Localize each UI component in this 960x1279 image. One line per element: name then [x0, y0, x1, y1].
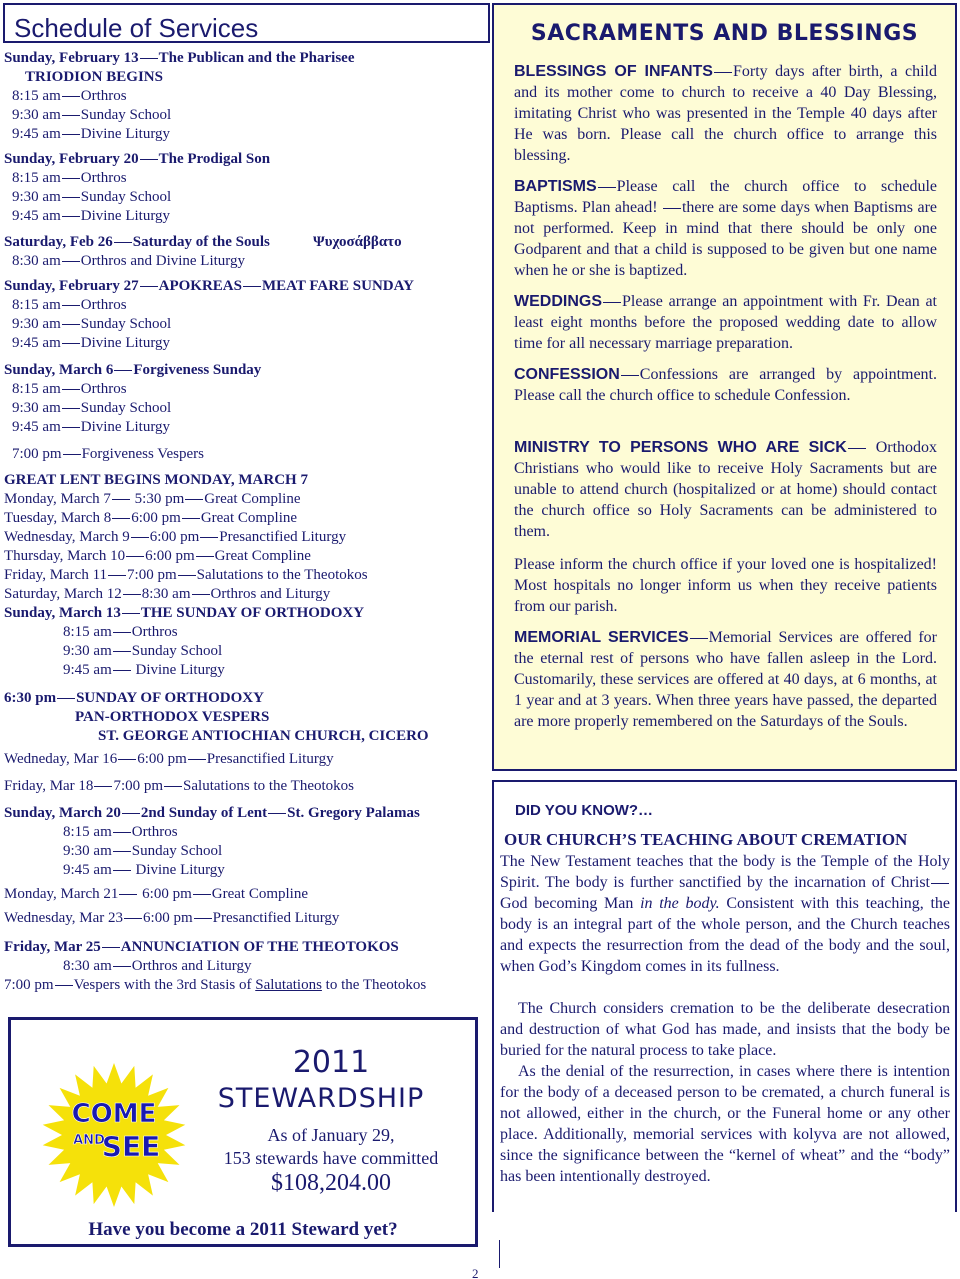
date: Wedneday, Mar 16 [4, 751, 118, 767]
dash [113, 632, 131, 633]
time: 8:15 am [12, 88, 61, 104]
time: 6:00 pm [131, 510, 181, 526]
time: 8:15 am [63, 624, 112, 640]
dash [112, 499, 130, 500]
dash [193, 894, 211, 895]
dash [122, 813, 140, 814]
date: Sunday, February 20 [4, 151, 139, 167]
service: Sunday School [80, 400, 172, 416]
service: Orthros [80, 88, 127, 104]
date: Monday, March 7 [4, 491, 111, 507]
date: Sunday, February 27 [4, 278, 139, 294]
badge-text-1: COME [71, 1099, 157, 1129]
stewardship-title: STEWARDSHIP [217, 1083, 425, 1114]
confession-paragraph [514, 364, 937, 406]
schedule-line [12, 399, 171, 418]
paragraph-italic: in the body. [640, 895, 720, 912]
time: 9:45 am [12, 208, 61, 224]
event: The Publican and the Pharisee [158, 50, 355, 66]
schedule-line: TRIODION BEGINS [25, 69, 163, 85]
sacraments-title: SACRAMENTS AND BLESSINGS [530, 21, 919, 46]
cremation-heading: OUR CHURCH’S TEACHING ABOUT CREMATION [504, 830, 908, 849]
paragraph-text: God becoming Man [500, 895, 641, 912]
service: Presanctified Liturgy [219, 529, 347, 545]
service: Divine Liturgy [135, 662, 225, 678]
dash [62, 389, 80, 390]
service: Forgiveness Vespers [81, 446, 204, 462]
section-text: there are some days when Baptisms are not performed. Keep in mind that there should be only one Godparent and that a child is supposed to be given but one name when he or she is baptized. [514, 199, 938, 279]
section-heading: MEMORIAL SERVICES [514, 629, 689, 646]
schedule-line [4, 528, 346, 547]
dash [62, 96, 80, 97]
service: Divine Liturgy [80, 419, 171, 435]
schedule-line [63, 642, 222, 661]
time: 8:15 am [12, 170, 61, 186]
dash [848, 448, 866, 449]
event: APOKREAS [158, 278, 242, 294]
cremation-paragraph-1 [500, 851, 950, 977]
time: 9:45 am [12, 126, 61, 142]
paragraph-text: Consistent with this teaching, the body is an integral part of the whole person, and the Church teaches and expects the resurrection from the dead of the body and the soul, when God’s Kingdom comes in its fullness. [500, 895, 951, 975]
did-you-know-box [492, 780, 957, 1212]
schedule-line [4, 233, 270, 252]
section-heading: CONFESSION [514, 366, 620, 383]
schedule-line: ST. GEORGE ANTIOCHIAN CHURCH, CICERO [98, 728, 429, 744]
date: Wednesday, March 9 [4, 529, 130, 545]
schedule-line [12, 87, 127, 106]
dash [62, 178, 80, 179]
event: MEAT FARE SUNDAY [261, 278, 414, 294]
section-heading: BAPTISMS [514, 178, 597, 195]
service: Sunday School [131, 643, 223, 659]
dash [931, 883, 949, 884]
section-text: Please call the church office to schedule Baptisms. Plan ahead! [514, 178, 937, 216]
schedule-line [12, 106, 171, 125]
service: Great Compline [204, 491, 301, 507]
schedule-line [4, 885, 308, 904]
service: Salutations to the Theotokos [183, 778, 354, 794]
schedule-column [0, 0, 480, 1000]
time: 7:00 pm [127, 567, 177, 583]
sacraments-box [492, 3, 957, 771]
dash [192, 594, 210, 595]
service: Sunday School [80, 107, 172, 123]
section-text: Orthodox Christians who would like to receive Holy Sacraments but are unable to attend church (hospitalized or at home) should contact the church office so Holy Sacraments can be administered to them. [514, 439, 938, 540]
stewardship-committed: 153 stewards have committed [223, 1148, 439, 1168]
service: Salutations to the Theotokos [196, 567, 368, 583]
service: Great Compline [200, 510, 298, 526]
dash [118, 759, 136, 760]
dash [114, 370, 132, 371]
dash [57, 698, 75, 699]
inform-paragraph: Please inform the church office if your loved one is hospitalized! Most hospitals no longer inform us when they receive patients from our parish. [514, 556, 937, 615]
schedule-line [4, 804, 420, 823]
date: Saturday, March 12 [4, 586, 122, 602]
schedule-line [4, 49, 354, 68]
dash [194, 918, 212, 919]
event: THE SUNDAY OF ORTHODOXY [140, 605, 365, 621]
service: Divine Liturgy [80, 126, 171, 142]
event: Saturday of the Souls [132, 234, 270, 250]
time: 9:45 am [12, 335, 61, 351]
cremation-paragraph-2: The Church considers cremation to be the deliberate desecration and destruction of what God has made, and insists that the body be buried for the natural process to take place. [500, 1000, 950, 1059]
schedule-line [4, 976, 426, 995]
time: 7:00 pm [113, 778, 164, 794]
date: Tuesday, March 8 [4, 510, 112, 526]
time: 6:00 pm [149, 529, 200, 545]
schedule-line [12, 207, 170, 226]
dash [94, 786, 112, 787]
badge-text-3: SEE [101, 1130, 161, 1163]
dash [714, 72, 732, 73]
schedule-line [63, 842, 222, 861]
schedule-line [4, 909, 339, 928]
schedule-line [12, 169, 127, 188]
schedule-line [63, 661, 225, 680]
time: 9:30 am [12, 400, 61, 416]
schedule-line [63, 957, 251, 976]
stewardship-amount: $108,204.00 [271, 1170, 391, 1196]
time: 7:00 pm [4, 977, 54, 993]
schedule-line [12, 125, 170, 144]
infants-paragraph [514, 61, 937, 166]
dash [621, 375, 639, 376]
event: The Prodigal Son [158, 151, 271, 167]
time: 8:30 am [12, 253, 61, 269]
schedule-line [63, 861, 225, 880]
schedule-line [63, 823, 178, 842]
dash [62, 261, 80, 262]
time: 9:45 am [63, 862, 112, 878]
dash [62, 427, 80, 428]
date: Friday, March 11 [4, 567, 108, 583]
time: 9:30 am [12, 189, 61, 205]
schedule-line [12, 188, 171, 207]
date: Sunday, March 6 [4, 362, 114, 378]
service: Orthros [131, 624, 178, 640]
date: Sunday, February 13 [4, 50, 139, 66]
time: 9:45 am [12, 419, 61, 435]
date: Friday, Mar 25 [4, 939, 101, 955]
sick-paragraph [514, 437, 937, 542]
date: Sunday, March 20 [4, 805, 121, 821]
dash [63, 454, 81, 455]
time: 8:15 am [63, 824, 112, 840]
date: Wednesday, Mar 23 [4, 910, 124, 926]
paragraph-text: The New Testament teaches that the body is the Temple of the Holy Spirit. The body is further sanctified by the incarnation of Christ [500, 853, 950, 891]
event: ANNUNCIATION OF THE THEOTOKOS [120, 939, 399, 955]
service: Orthros [80, 297, 127, 313]
baptisms-paragraph [514, 176, 937, 281]
schedule-title-box [3, 3, 490, 43]
service: Divine Liturgy [80, 208, 171, 224]
dash [131, 537, 149, 538]
dash [124, 918, 142, 919]
dash [196, 556, 214, 557]
dash [102, 947, 120, 948]
time: 5:30 pm [134, 491, 185, 507]
dash [268, 813, 286, 814]
time: 9:30 am [63, 643, 112, 659]
badge-text-2: AND [73, 1133, 105, 1148]
service: Divine Liturgy [80, 335, 171, 351]
dash [114, 242, 132, 243]
schedule-heading: GREAT LENT BEGINS MONDAY, MARCH 7 [4, 472, 308, 488]
dash [113, 832, 131, 833]
dash [185, 499, 203, 500]
schedule-line [4, 150, 270, 169]
salutations-link: Salutations [255, 977, 322, 993]
time: 9:30 am [12, 316, 61, 332]
service: Presanctified Liturgy [206, 751, 334, 767]
time: 9:45 am [63, 662, 112, 678]
time: 6:00 pm [145, 548, 195, 564]
service: Presanctified Liturgy [212, 910, 340, 926]
dash [62, 324, 80, 325]
schedule-line [4, 547, 311, 566]
schedule-line [4, 604, 364, 623]
schedule-line [4, 750, 334, 769]
schedule-line [4, 566, 368, 585]
time: 8:30 am [141, 586, 191, 602]
service: Great Compline [211, 886, 308, 902]
time: 6:30 pm [4, 690, 57, 706]
schedule-line [4, 490, 301, 509]
date: Thursday, March 10 [4, 548, 126, 564]
dash [182, 518, 200, 519]
date: Saturday, Feb 26 [4, 234, 113, 250]
time: 9:30 am [63, 843, 112, 859]
dash [603, 302, 621, 303]
schedule-line [4, 509, 297, 528]
stewardship-year: 2011 [292, 1045, 370, 1080]
dash [62, 134, 80, 135]
dash [119, 894, 137, 895]
dash [243, 286, 261, 287]
dash [112, 518, 130, 519]
service: Sunday School [131, 843, 223, 859]
schedule-line [4, 777, 354, 796]
schedule-line [4, 938, 399, 957]
section-text: Confessions are arranged by appointment. Please call the church office to schedule Confession. [514, 366, 937, 404]
schedule-line [12, 380, 127, 399]
service: Orthros [80, 170, 127, 186]
schedule-line [12, 445, 204, 464]
dash [108, 575, 126, 576]
dash [62, 197, 80, 198]
dash [113, 851, 131, 852]
dash [188, 759, 206, 760]
time: 7:00 pm [12, 446, 62, 462]
schedule-line [4, 689, 264, 708]
dash [164, 786, 182, 787]
dash [126, 556, 144, 557]
stewardship-question: Have you become a 2011 Steward yet? [88, 1219, 398, 1240]
service: Orthros and Divine Liturgy [80, 253, 246, 269]
schedule-line [12, 296, 127, 315]
schedule-line [4, 585, 330, 604]
dash [122, 613, 140, 614]
dash [663, 208, 681, 209]
dash [62, 216, 80, 217]
event: 2nd Sunday of Lent [140, 805, 268, 821]
did-you-know-title: DID YOU KNOW?… [515, 802, 654, 819]
dash [113, 966, 131, 967]
service: Orthros and Liturgy [131, 958, 252, 974]
schedule-line [12, 315, 171, 334]
dash [123, 594, 141, 595]
service: Sunday School [80, 316, 172, 332]
section-text: Forty days after birth, a child and its mother come to church to receive a 40 Day Blessing, imitating Christ who was presented in the Temple 40 days after He was born. Please call the church office to arrange this blessing. [514, 63, 938, 164]
dash [62, 408, 80, 409]
column-divider [499, 1240, 500, 1268]
section-text: Memorial Services are offered for the eternal rest of persons who have fallen asleep in the Lord. Customarily, these services are offered at 40 days, at 6 months, at 1 year and at 3 years. When three years have passed, the departed are more properly remembered on the Saturdays of the Souls. [514, 629, 937, 730]
schedule-line [63, 623, 178, 642]
stewardship-asof: As of January 29, [267, 1125, 395, 1145]
dash [113, 670, 131, 671]
dash [598, 187, 616, 188]
dash [200, 537, 218, 538]
service: Orthros [131, 824, 178, 840]
schedule-line [4, 361, 261, 380]
dash [140, 159, 158, 160]
schedule-line [12, 334, 170, 353]
time: 8:30 am [63, 958, 112, 974]
dash [62, 305, 80, 306]
dash [62, 343, 80, 344]
event: SUNDAY OF ORTHODOXY [76, 690, 264, 706]
memorial-paragraph [514, 627, 937, 732]
service: to the Theotokos [321, 977, 427, 993]
cremation-paragraph-3: As the denial of the resurrection, in cases where there is intention for the body of a deceased person to be cremated, a church funeral is not allowed, either in the church, or the Funeral home or any other place. Additionally, memorial services with kolyva are not allowed, since the significance between the “kernel of wheat” and the “body” has been intentionally destroyed. [500, 1063, 950, 1185]
stewardship-box [8, 1017, 478, 1247]
section-heading: BLESSINGS OF INFANTS [514, 63, 713, 80]
service: Orthros [80, 381, 127, 397]
dash [55, 985, 73, 986]
time: 9:30 am [12, 107, 61, 123]
service: Divine Liturgy [135, 862, 225, 878]
date: Monday, March 21 [4, 886, 119, 902]
time: 6:00 pm [143, 910, 193, 926]
service: Vespers with the 3rd Stasis of [73, 977, 256, 993]
come-and-see-badge [39, 1060, 189, 1210]
time: 8:15 am [12, 381, 61, 397]
section-heading: WEDDINGS [514, 293, 602, 310]
schedule-line: PAN-ORTHODOX VESPERS [75, 709, 270, 725]
greek-label: Ψυχοσάββατο [313, 234, 402, 250]
service: Orthros and Liturgy [210, 586, 331, 602]
event: St. Gregory Palamas [287, 805, 420, 821]
date: Sunday, March 13 [4, 605, 121, 621]
schedule-line [12, 418, 170, 437]
dash [178, 575, 196, 576]
section-text: Please arrange an appointment with Fr. Dean at least eight months before the proposed wedding date to allow time for all necessary marriage preparation. [514, 293, 937, 352]
dash [140, 286, 158, 287]
date: Friday, Mar 18 [4, 778, 94, 794]
service: Sunday School [80, 189, 172, 205]
dash [113, 651, 131, 652]
schedule-title: Schedule of Services [14, 13, 259, 43]
event: Forgiveness Sunday [133, 362, 262, 378]
page-number: 2 [472, 1266, 479, 1279]
section-heading: MINISTRY TO PERSONS WHO ARE SICK [514, 439, 847, 456]
time: 6:00 pm [137, 751, 187, 767]
dash [690, 638, 708, 639]
dash [113, 870, 131, 871]
schedule-line [12, 252, 245, 271]
weddings-paragraph [514, 291, 937, 354]
schedule-line [4, 277, 414, 296]
time: 6:00 pm [142, 886, 192, 902]
service: Great Compline [214, 548, 311, 564]
dash [140, 58, 158, 59]
dash [62, 115, 80, 116]
time: 8:15 am [12, 297, 61, 313]
